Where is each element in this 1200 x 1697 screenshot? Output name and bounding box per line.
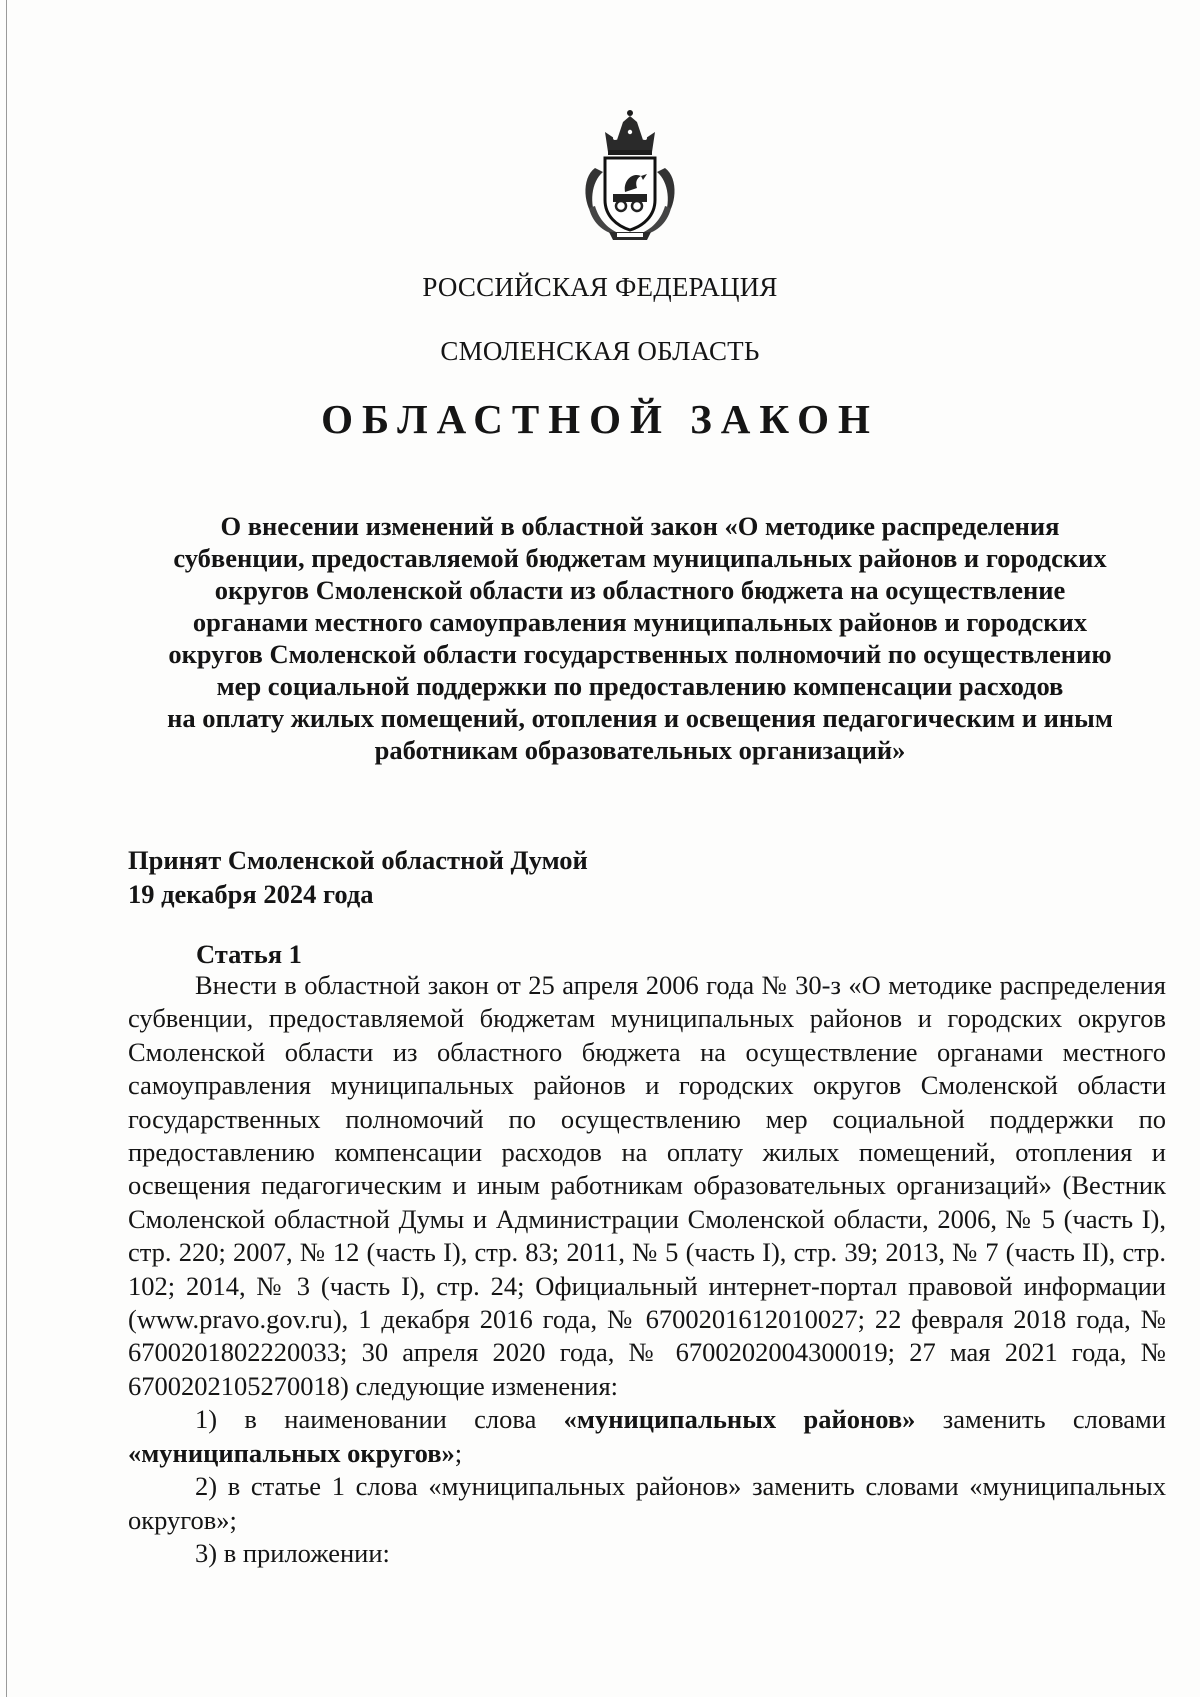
law-title-line: работникам образовательных организаций» xyxy=(374,735,906,765)
amendment-item-1 xyxy=(128,1403,1166,1470)
smolensk-coat-of-arms-emblem xyxy=(575,108,685,248)
item1-prefix: 1) в наименовании слова xyxy=(195,1404,564,1435)
region-heading: СМОЛЕНСКАЯ ОБЛАСТЬ xyxy=(440,336,760,366)
document-type-heading: ОБЛАСТНОЙ ЗАКОН xyxy=(321,396,879,442)
adoption-note xyxy=(128,843,828,911)
amendment-item-2: 2) в статье 1 слова «муниципальных районов» заменить словами «муниципальных округов»; xyxy=(128,1471,1166,1535)
item1-old-words: «муниципальных районов» xyxy=(563,1404,916,1435)
article-body xyxy=(128,969,1166,1570)
article-intro-paragraph: Внести в областной закон от 25 апреля 2006 года № 30-з «О методике распределения субвенции, предоставляемой бюджетам муниципальных районов и городских округов Смоленской области из областного бюджета на осуществление органами местного самоуправления муниципальных районов и городских округов Смоленской области государственных полномочий по осуществлению мер социальной поддержки по предоставлению компенсации расходов на оплату жилых помещений, отопления и освещения педагогическим и иным работникам образовательных организаций» (Вестник Смоленской областной Думы и Администрации Смоленской области, 2006, № 5 (часть I), стр. 220; 2007, № 12 (часть I), стр. 83; 2011, № 5 (часть I), стр. 39; 2013, № 7 (часть II), стр. 102; 2014, № 3 (часть I), стр. 24; Официальный интернет-портал правовой информации (www.pravo.gov.ru), 1 декабря 2016 года, № 6700201612010027; 22 февраля 2018 года, № 6700201802220033; 30 апреля 2020 года, № 6700202004300019; 27 мая 2021 года, № 6700202105270018) следующие изменения: xyxy=(128,970,1166,1401)
item1-end: ; xyxy=(454,1437,463,1468)
law-title-line: органами местного самоуправления муниципальных районов и городских xyxy=(192,607,1088,637)
item1-mid: заменить словами xyxy=(915,1404,1166,1435)
article-heading: Статья 1 xyxy=(196,939,302,969)
amendment-item-3: 3) в приложении: xyxy=(195,1537,390,1568)
country-heading: РОССИЙСКАЯ ФЕДЕРАЦИЯ xyxy=(422,272,778,302)
law-title-line: на оплату жилых помещений, отопления и освещения педагогическим и иным xyxy=(167,703,1113,733)
law-title-line: О внесении изменений в областной закон «О методике распределения xyxy=(220,511,1060,541)
law-title-line: округов Смоленской области из областного бюджета на осуществление xyxy=(214,575,1066,605)
law-title-line: округов Смоленской области государственных полномочий по осуществлению xyxy=(168,639,1112,669)
law-title xyxy=(120,510,1160,766)
adoption-body: Принят Смоленской областной Думой xyxy=(128,845,588,875)
item1-new-words: «муниципальных округов» xyxy=(128,1437,455,1468)
adoption-date: 19 декабря 2024 года xyxy=(128,879,374,909)
law-title-line: мер социальной поддержки по предоставлению компенсации расходов xyxy=(216,671,1064,701)
law-title-line: субвенции, предоставляемой бюджетам муниципальных районов и городских xyxy=(173,543,1107,573)
